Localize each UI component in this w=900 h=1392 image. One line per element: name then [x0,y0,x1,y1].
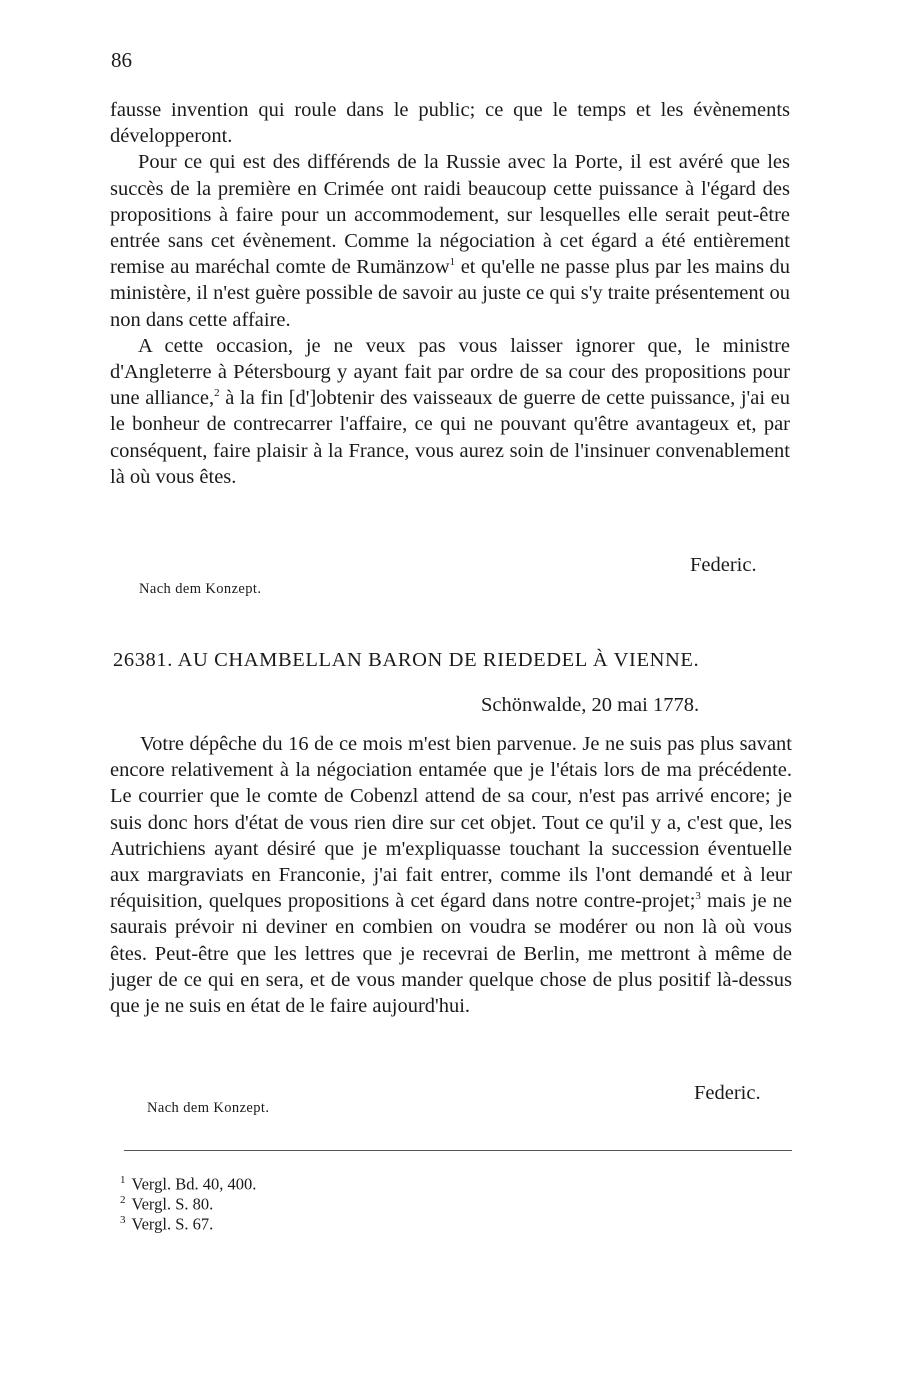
source-note: Nach dem Konzept. [147,1100,270,1116]
paragraph: Pour ce qui est des différends de la Russie avec la Porte, il est avéré que les succès de la première en Crimée ont raidi beaucoup cette puissance à l'égard des propositions à faire pour un accommodement, sur lesquelles elle serait peut-être entrée sans cet évènement. Comme la négociation à cet égard a été entièrement remise au maréchal comte de Rumänzow$^1$ et qu'elle ne passe plus par les mains du ministère, il n'est guère possible de savoir au juste ce qui s'y traite présentement ou non dans cette affaire. [110,151,790,331]
paragraph: A cette occasion, je ne veux pas vous laisser ignorer que, le ministre d'Angleterre à Pétersbourg y ayant fait par ordre de sa cour des propositions pour une alliance,$^2$ à la fin [d']obtenir des vaisseaux de guerre de cette puissance, j'ai eu le bonheur de contrecarrer l'affaire, ce qui ne pouvant qu'être avantageux et, par conséquent, faire plaisir à la France, vous aurez soin de l'insinuer convenablement là où vous êtes. [110,334,791,488]
footnote-marker: 2 [214,387,220,400]
signature: Federic. [694,1082,761,1104]
footnote: $^2$ Vergl. S. 80. [120,1194,214,1214]
footnote-rule [124,1150,792,1151]
paragraph: Votre dépêche du 16 de ce mois m'est bien parvenue. Je ne suis pas plus savant encore relativement à la négociation entamée que je l'étais lors de ma précédente. Le courrier que le comte de Cobenzl attend de sa cour, n'est pas arrivé encore; je suis donc hors d'état de vous rien dire sur cet objet. Tout ce qu'il y a, c'est que, les Autrichiens ayant désiré que je m'expliquasse touchant la succession éventuelle aux margraviats en Franconie, j'ai fait entrer, comme ils l'ont demandé et à leur réquisition, quelques propositions à cet égard dans notre contre-projet;$^3$ mais je ne saurais prévoir ni deviner en combien on voudra se modérer ou non là où vous êtes. Peut-être que les lettres que je recevrai de Berlin, me mettront à même de juger de ce qui en sera, et de vous mander quelque chose de plus positif là-dessus que je ne suis en état de le faire aujourd'hui. [110,733,792,1018]
footnote: $^1$ Vergl. Bd. 40, 400. [120,1174,257,1194]
paragraph: fausse invention qui roule dans le public; ce que le temps et les évènements développeront. [110,99,790,148]
footnote-marker: 3 [695,890,701,903]
letter-heading: 26381. AU CHAMBELLAN BARON DE RIEDEDEL À VIENNE. [113,649,700,671]
dateline: Schönwalde, 20 mai 1778. [481,694,700,716]
signature: Federic. [690,554,757,576]
letter-2-body [110,731,792,1019]
page-number: 86 [111,48,132,72]
letter-1-body [110,97,790,490]
source-note: Nach dem Konzept. [139,581,262,597]
footnote: $^3$ Vergl. S. 67. [120,1214,214,1234]
footnote-marker: 1 [449,256,456,269]
